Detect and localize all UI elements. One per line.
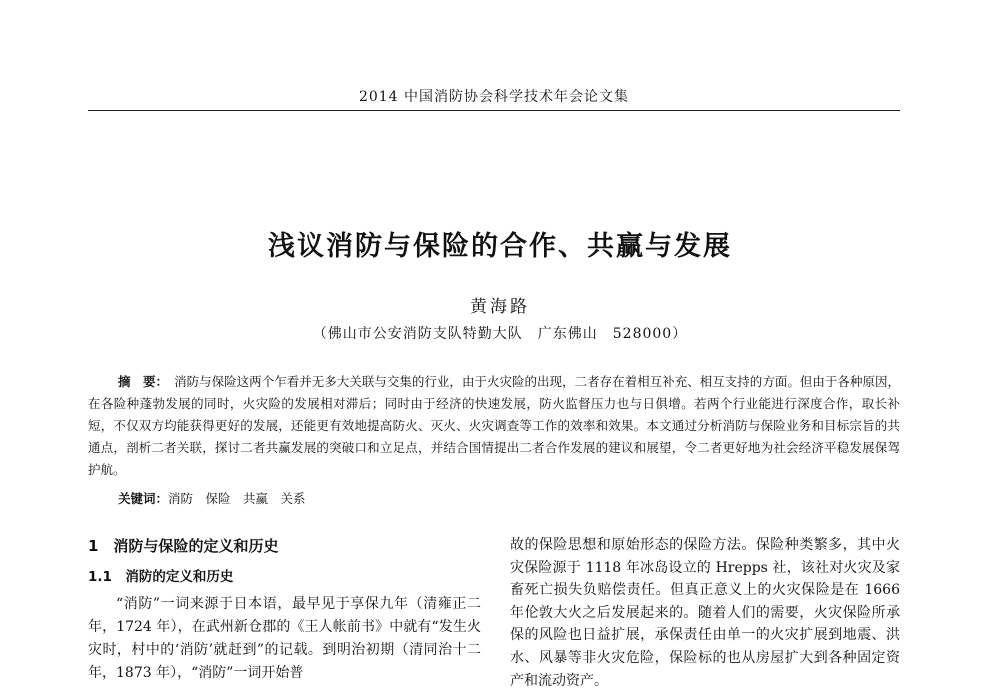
abstract-text: 消防与保险这两个乍看并无多大关联与交集的行业，由于火灾险的出现，二者存在着相互补充、相互支持的方面。但由于各种原因，在各险种蓬勃发展的同时，火灾险的发展相对滞后；同时由于经济的快速发展，防火监督压力也与日俱增。若两个行业能进行深度合作，取长补短，不仅双方均能获得更好的发展，还能更有效地提高防火、灭火、火灾调查等工作的效率和效果。本文通过分析消防与保险业务和目标宗旨的共通点，剖析二者关联，探讨二者共赢发展的突破口和立足点，并结合国情提出二者合作发展的建议和展望，令二者更好地为社会经济平稳发展保驾护航。 (88, 374, 900, 477)
section-heading: 1 消防与保险的定义和历史 (88, 537, 279, 555)
body-paragraph: “消防”一词来源于日本语，最早见于享保九年（清雍正二年，1724 年），在武州新仓郡的《王人帐前书》中就有“发生火灾时，村中的‘消防’就赶到”的记载。到明治初期（清同治十二年，1873 年），“消防”一词开始普 (88, 596, 481, 681)
running-header: 2014 中国消防协会科学技术年会论文集 (88, 86, 900, 111)
abstract-label: 摘 要： (118, 374, 169, 389)
subsection-heading: 1.1 消防的定义和历史 (88, 569, 234, 585)
keywords-label: 关键词： (118, 491, 169, 506)
keywords-text: 消防 保险 共赢 关系 (168, 491, 306, 506)
left-column (88, 535, 481, 685)
body-paragraph: 故的保险思想和原始形态的保险方法。保险种类繁多，其中火灾保险源于 1118 年冰岛设立的 Hrepps 社，该社对火灾及家畜死亡损失负赔偿责任。但真正意义上的火灾保险是在 1666 年伦敦大火之后发展起来的。随着人们的需要，火灾保险所承保的风险也日益扩展，承保责任由单一的火灾扩展到地震、洪水、风暴等非火灾危险，保险标的也从房屋扩大到各种固定资产和流动资产。 (510, 537, 900, 689)
abstract (88, 371, 900, 481)
author-affiliation: （佛山市公安消防支队特勤大队 广东佛山 528000） (312, 326, 688, 342)
keywords (118, 488, 306, 510)
right-column (510, 534, 900, 692)
author-name: 黄海路 (470, 297, 530, 317)
paper-title: 浅议消防与保险的合作、共赢与发展 (268, 231, 732, 262)
